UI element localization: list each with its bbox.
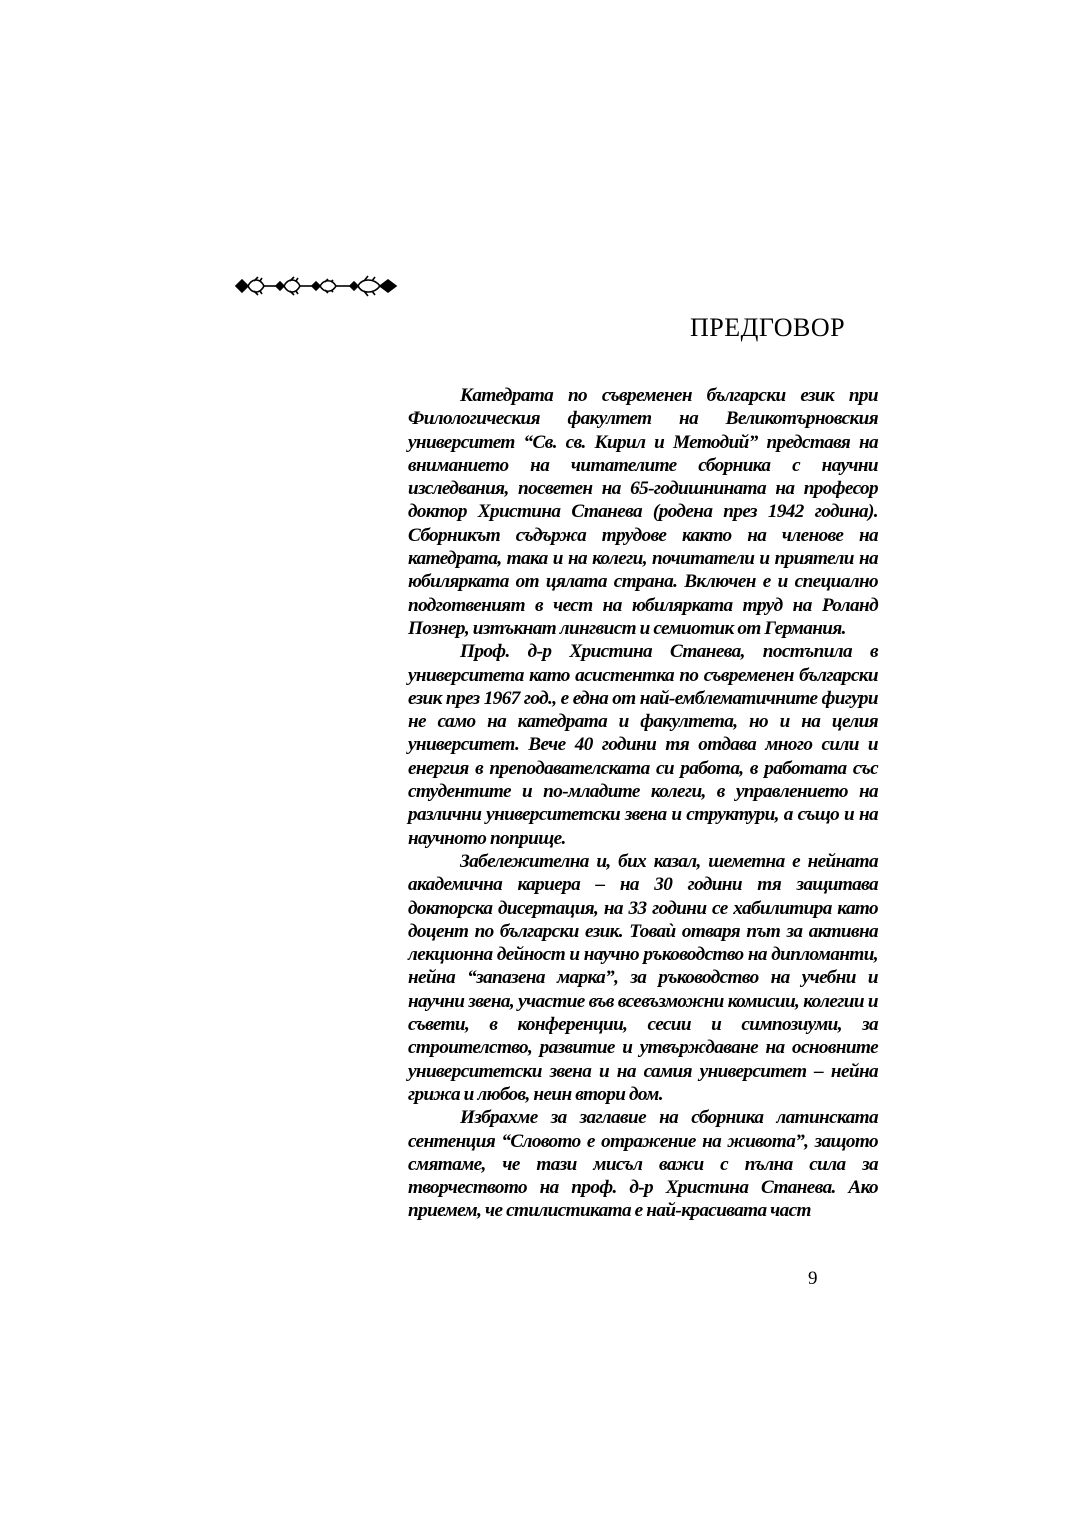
preface-body: [408, 384, 878, 1223]
page-number: 9: [808, 1268, 818, 1289]
paragraph-3: Забележителна и, бих казал, шеметна е нейната академична кариера – на 30 години тя защитава докторска дисертация, на 33 години се хабилитира като доцент по български език. Товаѝ отваря път за активна лекционна дейност и научно ръководство на дипломанти, нейна “запазена марка”, за ръководство на учебни и научни звена, участие във всевъзможни комисии, колегии и съвети, в конференции, сесии и симпозиуми, за строителство, развитие и утвърждаване на основните университетски звена и на самия университет – нейна грижа и любов, неин втори дом.: [408, 850, 878, 1105]
page-title: ПРЕДГОВОР: [690, 313, 846, 342]
paragraph-1: Катедрата по съвременен български език при Филологическия факултет на Великотърновския университет “Св. св. Кирил и Методий” представя на вниманието на читателите сборника с научни изследвания, посветен на 65-годишнината на професор доктор Христина Станева (родена през 1942 година). Сборникът съдържа трудове както на членове на катедрата, така и на колеги, почитатели и приятели на юбилярката от цялата страна. Включен е и специално подготвеният в чест на юбилярката труд на Роланд Познер, изтъкнат лингвист и семиотик от Германия.: [408, 385, 878, 639]
paragraph-4: Избрахме за заглавие на сборника латинската сентенция “Словото е отражение на живота”, защото смятаме, че тази мисъл важи с пълна сила за творчеството на проф. д-р Христина Станева. Ако приемем, че стилистиката е най-красивата част: [408, 1107, 878, 1222]
paragraph-2: Проф. д-р Христина Станева, постъпила в университета като асистентка по съвременен български език през 1967 год., е една от най-емблематичните фигури не само на катедрата и факултета, но и на целия университет. Вече 40 години тя отдава много сили и енергия в преподавателската си работа, в работата със студентите и по-младите колеги, в управлението на различни университетски звена и структури, а също и на научното поприще.: [408, 641, 878, 849]
decorative-ornament-icon: [232, 270, 400, 302]
